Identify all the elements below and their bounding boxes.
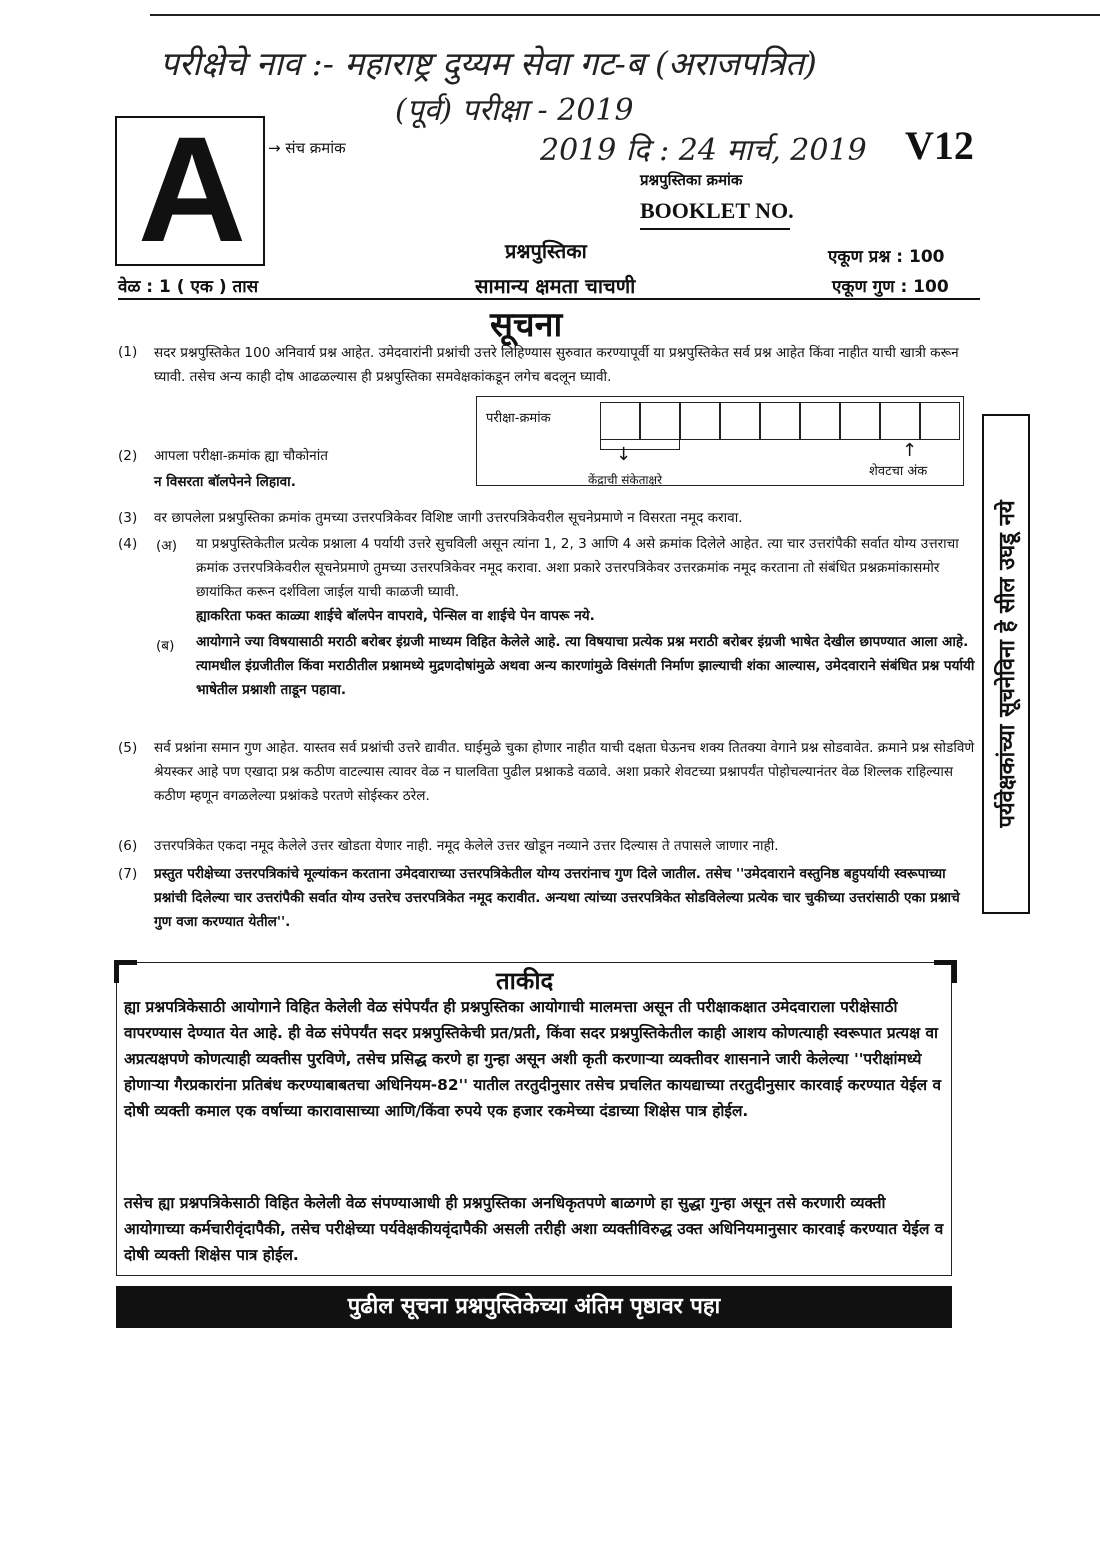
- item-3-number: (3): [118, 510, 138, 526]
- last-digit-arrow-icon: ↑: [902, 440, 918, 461]
- warning-corner: [114, 960, 137, 983]
- time-allowed: वेळ : 1 ( एक ) तास: [118, 277, 259, 297]
- item-5-number: (5): [118, 740, 138, 756]
- item-2-number: (2): [118, 448, 138, 464]
- item-1-number: (1): [118, 344, 138, 360]
- roll-digit-cell[interactable]: [720, 402, 760, 440]
- item-7-text: प्रस्तुत परीक्षेच्या उत्तरपत्रिकांचे मूल्यांकन करताना उमेदवाराच्या उत्तरपत्रिकेतील योग्य उत्तरांनाच गुण दिले जातील. तसेच ''उमेदवाराने वस्तुनिष्ठ बहुपर्यायी स्वरूपाच्या प्रश्नांची दिलेल्या चार उत्तरांपैकी सर्वात योग्य उत्तरेच उत्तरपत्रिकेत नमूद करावीत. अन्यथा त्यांच्या उत्तरपत्रिकेत सोडविलेल्या प्रत्येक चार चुकीच्या उत्तरांसाठी एका प्रश्नाचे गुण वजा करण्यात येतील''.: [154, 866, 960, 930]
- roll-digit-cell[interactable]: [640, 402, 680, 440]
- roll-digit-cell[interactable]: [680, 402, 720, 440]
- booklet-title: प्रश्नपुस्तिका: [505, 239, 587, 263]
- roll-number-label: परीक्षा-क्रमांक: [486, 411, 551, 426]
- booklet-underline: [640, 228, 790, 230]
- roll-digit-cell[interactable]: [840, 402, 880, 440]
- subject-title: सामान्य क्षमता चाचणी: [475, 274, 636, 298]
- roll-digit-cell[interactable]: [600, 402, 640, 440]
- top-rule: [150, 14, 1100, 16]
- seal-note-text: पर्यवेक्षकांच्या सूचनेविना हे सील उघडू नये: [995, 500, 1020, 828]
- item-1-text: सदर प्रश्नपुस्तिकेत 100 अनिवार्य प्रश्न आहेत. उमेदवारांनी प्रश्नांची उत्तरे लिहिण्यास सुरुवात करण्यापूर्वी या प्रश्नपुस्तिकेत सर्व प्रश्न आहेत किंवा नाहीत याची खात्री करून घ्यावी. तसेच अन्य काही दोष आढळल्यास ही प्रश्नपुस्तिका समवेक्षकांकडून लगेच बदलून घ्यावी.: [154, 345, 959, 385]
- item-2-text: आपला परीक्षा-क्रमांक ह्या चौकोनांत: [154, 448, 328, 464]
- item-4b-text: आयोगाने ज्या विषयासाठी मराठी बरोबर इंग्रजी माध्यम विहित केलेले आहे. त्या विषयाचा प्रत्येक प्रश्न मराठी बरोबर इंग्रजी भाषेत देखील छापण्यात आला आहे. त्यामधील इंग्रजीतील किंवा मराठीतील प्रश्नामध्ये मुद्रणदोषांमुळे अथवा अन्य कारणांमुळे विसंगती निर्माण झाल्याची शंका आल्यास, उमेदवाराने संबंधित प्रश्न पर्यायी भाषेतील प्रश्नाशी ताडून पहावा.: [196, 634, 975, 698]
- center-code-arrow-icon: ↓: [616, 444, 632, 465]
- roll-digit-cell[interactable]: [760, 402, 800, 440]
- item-5-text: सर्व प्रश्नांना समान गुण आहेत. यास्तव सर्व प्रश्नांची उत्तरे द्यावीत. घाईमुळे चुका होणार नाहीत याची दक्षता घेऊनच शक्य तितक्या वेगाने प्रश्न सोडवावेत. क्रमाने प्रश्न सोडविणे श्रेयस्कर आहे पण एखादा प्रश्न कठीण वाटल्यास त्यावर वेळ न घालविता पुढील प्रश्नाकडे वळावे. अशा प्रकारे शेवटच्या प्रश्नापर्यंत पोहोचल्यानंतर वेळ शिल्लक राहिल्यास कठीण म्हणून वगळलेल्या प्रश्नांकडे परतणे सोईस्कर ठरेल.: [154, 740, 975, 804]
- handwritten-exam-year: (पूर्व) परीक्षा - 2019: [395, 93, 634, 128]
- version-code: V12: [905, 123, 974, 168]
- warning-paragraph-1: ह्या प्रश्नपत्रिकेसाठी आयोगाने विहित केलेली वेळ संपेपर्यंत ही प्रश्नपुस्तिका आयोगाची मालमत्ता असून ती परीक्षाकक्षात उमेदवाराला परीक्षेसाठी वापरण्यास देण्यात येत आहे. ही वेळ संपेपर्यंत सदर प्रश्नपुस्तिकेची प्रत/प्रती, किंवा सदर प्रश्नपुस्तिकेतील काही आशय कोणत्याही स्वरूपात प्रत्यक्ष वा अप्रत्यक्षपणे कोणत्याही व्यक्तीस पुरविणे, तसेच प्रसिद्ध करणे हा गुन्हा असून अशी कृती करणाऱ्या व्यक्तीवर शासनाने जारी केलेल्या ''परीक्षांमध्ये होणाऱ्या गैरप्रकारांना प्रतिबंध करण्याबाबतचा अधिनियम-82'' यातील तरतुदीनुसार तसेच प्रचलित कायद्याच्या तरतुदीनुसार कारवाई करण्यात येईल व दोषी व्यक्ती कमाल एक वर्षाच्या कारावासाच्या आणि/किंवा रुपये एक हजार रकमेच्या दंडाच्या शिक्षेस पात्र होईल.: [124, 998, 942, 1120]
- footer-notice: पुढील सूचना प्रश्नपुस्तिकेच्या अंतिम पृष्ठावर पहा: [116, 1286, 952, 1328]
- handwritten-exam-name: परीक्षेचे नाव :- महाराष्ट्र दुय्यम सेवा गट-ब (अराजपत्रित): [160, 44, 817, 83]
- item-3-text: वर छापलेला प्रश्नपुस्तिका क्रमांक तुमच्या उत्तरपत्रिकेवर विशिष्ट जागी उत्तरपत्रिकेवरील सूचनेप्रमाणे न विसरता नमूद करावा.: [154, 510, 743, 526]
- warning-heading: ताकीद: [496, 967, 554, 995]
- item-4-number: (4): [118, 536, 138, 552]
- roll-digit-cell[interactable]: [920, 402, 960, 440]
- booklet-label-marathi: प्रश्नपुस्तिका क्रमांक: [640, 171, 743, 189]
- warning-paragraph-2: तसेच ह्या प्रश्नपत्रिकेसाठी विहित केलेली वेळ संपण्याआधी ही प्रश्नपुस्तिका अनधिकृतपणे बाळगणे हा सुद्धा गुन्हा असून तसे करणारी व्यक्ती आयोगाच्या कर्मचारीवृंदापैकी, तसेच परीक्षेच्या पर्यवेक्षकीयवृंदापैकी असली तरीही अशा व्यक्तीविरुद्ध उक्त अधिनियमानुसार कारवाई करण्यात येईल व दोषी व्यक्ती शिक्षेस पात्र होईल.: [124, 1194, 944, 1264]
- item-6-text: उत्तरपत्रिकेत एकदा नमूद केलेले उत्तर खोडता येणार नाही. नमूद केलेले उत्तर खोडून नव्याने उत्तर दिल्यास ते तपासले जाणार नाही.: [154, 838, 779, 854]
- last-digit-label: शेवटचा अंक: [869, 464, 928, 479]
- set-letter: A: [137, 105, 247, 273]
- item-4b-label: (ब): [156, 638, 175, 654]
- warning-corner: [934, 960, 957, 983]
- center-code-label: केंद्राची संकेताक्षरे: [588, 473, 663, 487]
- item-7-number: (7): [118, 866, 138, 882]
- exam-date: 2019 दि : 24 मार्च, 2019: [540, 133, 867, 168]
- item-4a-bold-text: ह्याकरिता फक्त काळ्या शाईचे बॉलपेन वापरावे, पेन्सिल वा शाईचे पेन वापरू नये.: [196, 608, 595, 624]
- item-2-bold-text: न विसरता बॉलपेनने लिहावा.: [154, 474, 296, 490]
- total-marks: एकूण गुण : 100: [832, 277, 949, 297]
- roll-digit-cell[interactable]: [880, 402, 920, 440]
- item-6-number: (6): [118, 838, 138, 854]
- item-4a-text: या प्रश्नपुस्तिकेतील प्रत्येक प्रश्नाला 4 पर्यायी उत्तरे सुचविली असून त्यांना 1, 2, 3 आणि 4 असे क्रमांक दिलेले आहेत. त्या चार उत्तरांपैकी सर्वात योग्य उत्तराचा क्रमांक उत्तरपत्रिकेवरील सूचनेप्रमाणे तुमच्या उत्तरपत्रिकेवर नमूद करावा. अशा प्रकारे उत्तरपत्रिकेवर उत्तरक्रमांक नमूद करताना तो संबंधित प्रश्नक्रमांकासमोर छायांकित करून दर्शविला जाईल याची काळजी घ्यावी.: [196, 536, 959, 600]
- instructions-heading: सूचना: [490, 305, 563, 345]
- total-questions: एकूण प्रश्न : 100: [828, 247, 945, 267]
- roll-digit-cell[interactable]: [800, 402, 840, 440]
- center-code-bracket: [600, 440, 680, 450]
- item-4a-label: (अ): [156, 538, 177, 554]
- booklet-label-english: BOOKLET NO.: [640, 198, 794, 223]
- set-label: → संच क्रमांक: [268, 139, 346, 157]
